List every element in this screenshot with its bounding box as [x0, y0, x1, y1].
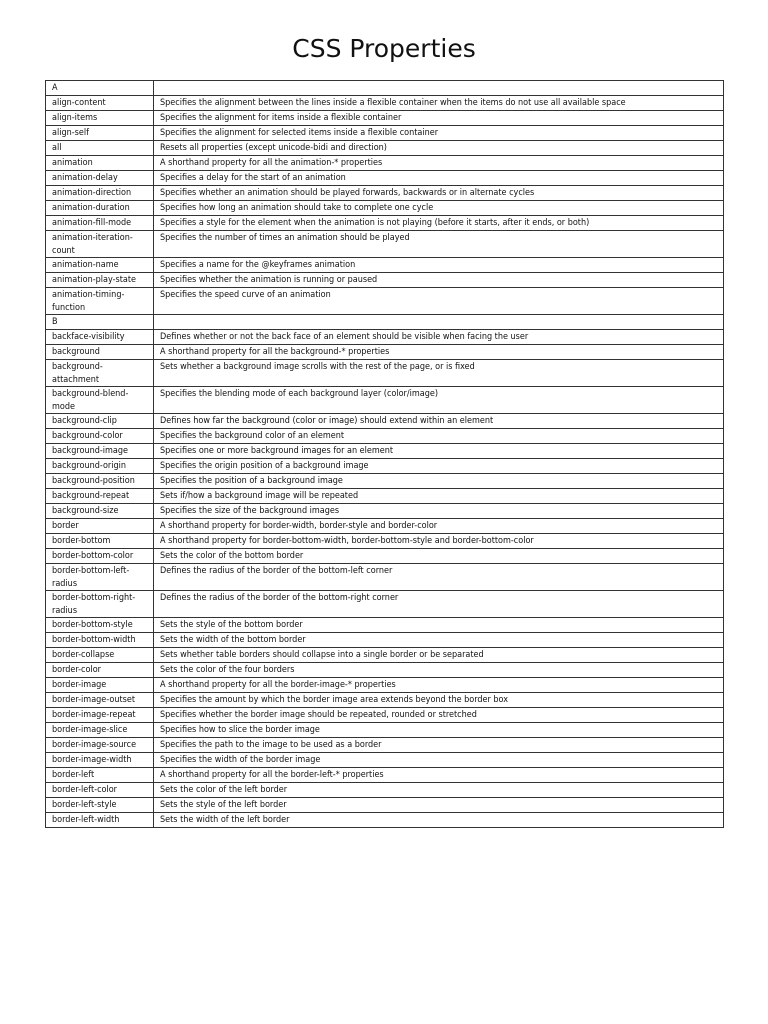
property-description-cell: Defines whether or not the back face of an element should be visible when facing the user — [154, 330, 724, 345]
table-row — [46, 330, 724, 345]
table-row — [46, 459, 724, 474]
table-row — [46, 504, 724, 519]
property-name-cell: animation-play-state — [46, 273, 154, 288]
property-name-cell: align-self — [46, 126, 154, 141]
table-row — [46, 678, 724, 693]
property-name-cell: background-color — [46, 429, 154, 444]
property-description-cell: Specifies the background color of an element — [154, 429, 724, 444]
property-name-cell: border-bottom-width — [46, 633, 154, 648]
property-description-cell: A shorthand property for border-width, border-style and border-color — [154, 519, 724, 534]
table-row — [46, 663, 724, 678]
property-description-cell: Defines the radius of the border of the bottom-right corner — [154, 591, 724, 618]
table-row — [46, 768, 724, 783]
property-name-cell: background-image — [46, 444, 154, 459]
property-name-cell: animation-timing-function — [46, 288, 154, 315]
property-description-cell — [154, 315, 724, 330]
property-description-cell: A shorthand property for all the border-image-* properties — [154, 678, 724, 693]
property-description-cell: Sets the style of the bottom border — [154, 618, 724, 633]
property-description-cell: Specifies the amount by which the border image area extends beyond the border box — [154, 693, 724, 708]
property-name-cell: animation-direction — [46, 186, 154, 201]
property-description-cell: Specifies a style for the element when the animation is not playing (before it starts, after it ends, or both) — [154, 216, 724, 231]
property-description-cell: Specifies the width of the border image — [154, 753, 724, 768]
property-description-cell: Resets all properties (except unicode-bidi and direction) — [154, 141, 724, 156]
property-name-cell: B — [46, 315, 154, 330]
property-name-cell: border-bottom-right-radius — [46, 591, 154, 618]
property-name-cell: border-image — [46, 678, 154, 693]
table-row — [46, 414, 724, 429]
property-description-cell: Specifies the path to the image to be used as a border — [154, 738, 724, 753]
property-name-cell: background-position — [46, 474, 154, 489]
property-name-cell: border-bottom-color — [46, 549, 154, 564]
property-name-cell: border-left-style — [46, 798, 154, 813]
property-name-cell: border-bottom-left-radius — [46, 564, 154, 591]
property-name-cell: background-clip — [46, 414, 154, 429]
property-description-cell: Specifies the origin position of a background image — [154, 459, 724, 474]
property-description-cell — [154, 81, 724, 96]
table-row — [46, 81, 724, 96]
table-row — [46, 141, 724, 156]
property-name-cell: backface-visibility — [46, 330, 154, 345]
table-row — [46, 171, 724, 186]
property-name-cell: border-color — [46, 663, 154, 678]
property-name-cell: animation-delay — [46, 171, 154, 186]
table-row — [46, 429, 724, 444]
table-row — [46, 387, 724, 414]
table-row — [46, 201, 724, 216]
property-name-cell: animation-fill-mode — [46, 216, 154, 231]
property-description-cell: Specifies the position of a background image — [154, 474, 724, 489]
property-description-cell: Specifies the alignment between the lines inside a flexible container when the items do not use all available space — [154, 96, 724, 111]
property-name-cell: animation-name — [46, 258, 154, 273]
property-name-cell: align-content — [46, 96, 154, 111]
table-row — [46, 708, 724, 723]
table-row — [46, 693, 724, 708]
table-row — [46, 345, 724, 360]
property-name-cell: animation-iteration-count — [46, 231, 154, 258]
property-description-cell: Specifies the number of times an animation should be played — [154, 231, 724, 258]
table-row — [46, 591, 724, 618]
property-name-cell: border-bottom — [46, 534, 154, 549]
property-description-cell: Specifies how to slice the border image — [154, 723, 724, 738]
property-description-cell: A shorthand property for all the border-left-* properties — [154, 768, 724, 783]
table-row — [46, 444, 724, 459]
property-description-cell: Sets the color of the bottom border — [154, 549, 724, 564]
table-row — [46, 549, 724, 564]
table-row — [46, 315, 724, 330]
table-row — [46, 753, 724, 768]
property-description-cell: Sets the style of the left border — [154, 798, 724, 813]
property-name-cell: all — [46, 141, 154, 156]
property-name-cell: background — [46, 345, 154, 360]
property-name-cell: animation-duration — [46, 201, 154, 216]
property-description-cell: Sets the color of the left border — [154, 783, 724, 798]
table-row — [46, 738, 724, 753]
property-name-cell: align-items — [46, 111, 154, 126]
table-row — [46, 126, 724, 141]
property-description-cell: Specifies whether an animation should be played forwards, backwards or in alternate cycles — [154, 186, 724, 201]
property-description-cell: Sets the color of the four borders — [154, 663, 724, 678]
table-row — [46, 216, 724, 231]
property-name-cell: border-collapse — [46, 648, 154, 663]
property-description-cell: A shorthand property for all the background-* properties — [154, 345, 724, 360]
table-row — [46, 519, 724, 534]
table-row — [46, 633, 724, 648]
property-description-cell: Specifies the speed curve of an animation — [154, 288, 724, 315]
properties-table-body — [46, 81, 724, 828]
property-description-cell: Sets the width of the bottom border — [154, 633, 724, 648]
property-description-cell: Sets the width of the left border — [154, 813, 724, 828]
properties-table — [45, 80, 724, 828]
table-row — [46, 783, 724, 798]
property-name-cell: border-left-width — [46, 813, 154, 828]
page-title: CSS Properties — [292, 34, 476, 63]
property-name-cell: background-repeat — [46, 489, 154, 504]
table-row — [46, 489, 724, 504]
property-description-cell: Sets if/how a background image will be repeated — [154, 489, 724, 504]
property-description-cell: Specifies a delay for the start of an animation — [154, 171, 724, 186]
table-row — [46, 156, 724, 171]
property-description-cell: Specifies the blending mode of each background layer (color/image) — [154, 387, 724, 414]
property-description-cell: Specifies whether the border image should be repeated, rounded or stretched — [154, 708, 724, 723]
table-row — [46, 648, 724, 663]
property-name-cell: border-image-source — [46, 738, 154, 753]
property-name-cell: border-left — [46, 768, 154, 783]
property-description-cell: Specifies a name for the @keyframes animation — [154, 258, 724, 273]
property-name-cell: animation — [46, 156, 154, 171]
property-name-cell: background-origin — [46, 459, 154, 474]
table-row — [46, 534, 724, 549]
table-row — [46, 360, 724, 387]
table-row — [46, 186, 724, 201]
property-description-cell: Specifies one or more background images for an element — [154, 444, 724, 459]
table-row — [46, 798, 724, 813]
table-row — [46, 111, 724, 126]
table-row — [46, 273, 724, 288]
property-name-cell: background-size — [46, 504, 154, 519]
table-row — [46, 618, 724, 633]
property-name-cell: border-left-color — [46, 783, 154, 798]
property-name-cell: border-image-width — [46, 753, 154, 768]
property-description-cell: A shorthand property for all the animation-* properties — [154, 156, 724, 171]
property-name-cell: border-image-outset — [46, 693, 154, 708]
property-name-cell: border — [46, 519, 154, 534]
property-description-cell: Specifies how long an animation should take to complete one cycle — [154, 201, 724, 216]
table-row — [46, 288, 724, 315]
table-row — [46, 474, 724, 489]
table-row — [46, 813, 724, 828]
table-row — [46, 258, 724, 273]
table-row — [46, 96, 724, 111]
property-name-cell: border-bottom-style — [46, 618, 154, 633]
property-description-cell: Specifies the alignment for selected items inside a flexible container — [154, 126, 724, 141]
property-description-cell: Sets whether a background image scrolls with the rest of the page, or is fixed — [154, 360, 724, 387]
table-row — [46, 564, 724, 591]
property-name-cell: background-blend-mode — [46, 387, 154, 414]
property-description-cell: Specifies whether the animation is running or paused — [154, 273, 724, 288]
property-description-cell: Sets whether table borders should collapse into a single border or be separated — [154, 648, 724, 663]
property-name-cell: A — [46, 81, 154, 96]
property-name-cell: border-image-slice — [46, 723, 154, 738]
property-name-cell: border-image-repeat — [46, 708, 154, 723]
property-description-cell: Defines the radius of the border of the bottom-left corner — [154, 564, 724, 591]
table-row — [46, 231, 724, 258]
property-description-cell: Defines how far the background (color or image) should extend within an element — [154, 414, 724, 429]
property-description-cell: Specifies the size of the background images — [154, 504, 724, 519]
property-description-cell: Specifies the alignment for items inside a flexible container — [154, 111, 724, 126]
property-description-cell: A shorthand property for border-bottom-width, border-bottom-style and border-bottom-color — [154, 534, 724, 549]
table-row — [46, 723, 724, 738]
property-name-cell: background-attachment — [46, 360, 154, 387]
